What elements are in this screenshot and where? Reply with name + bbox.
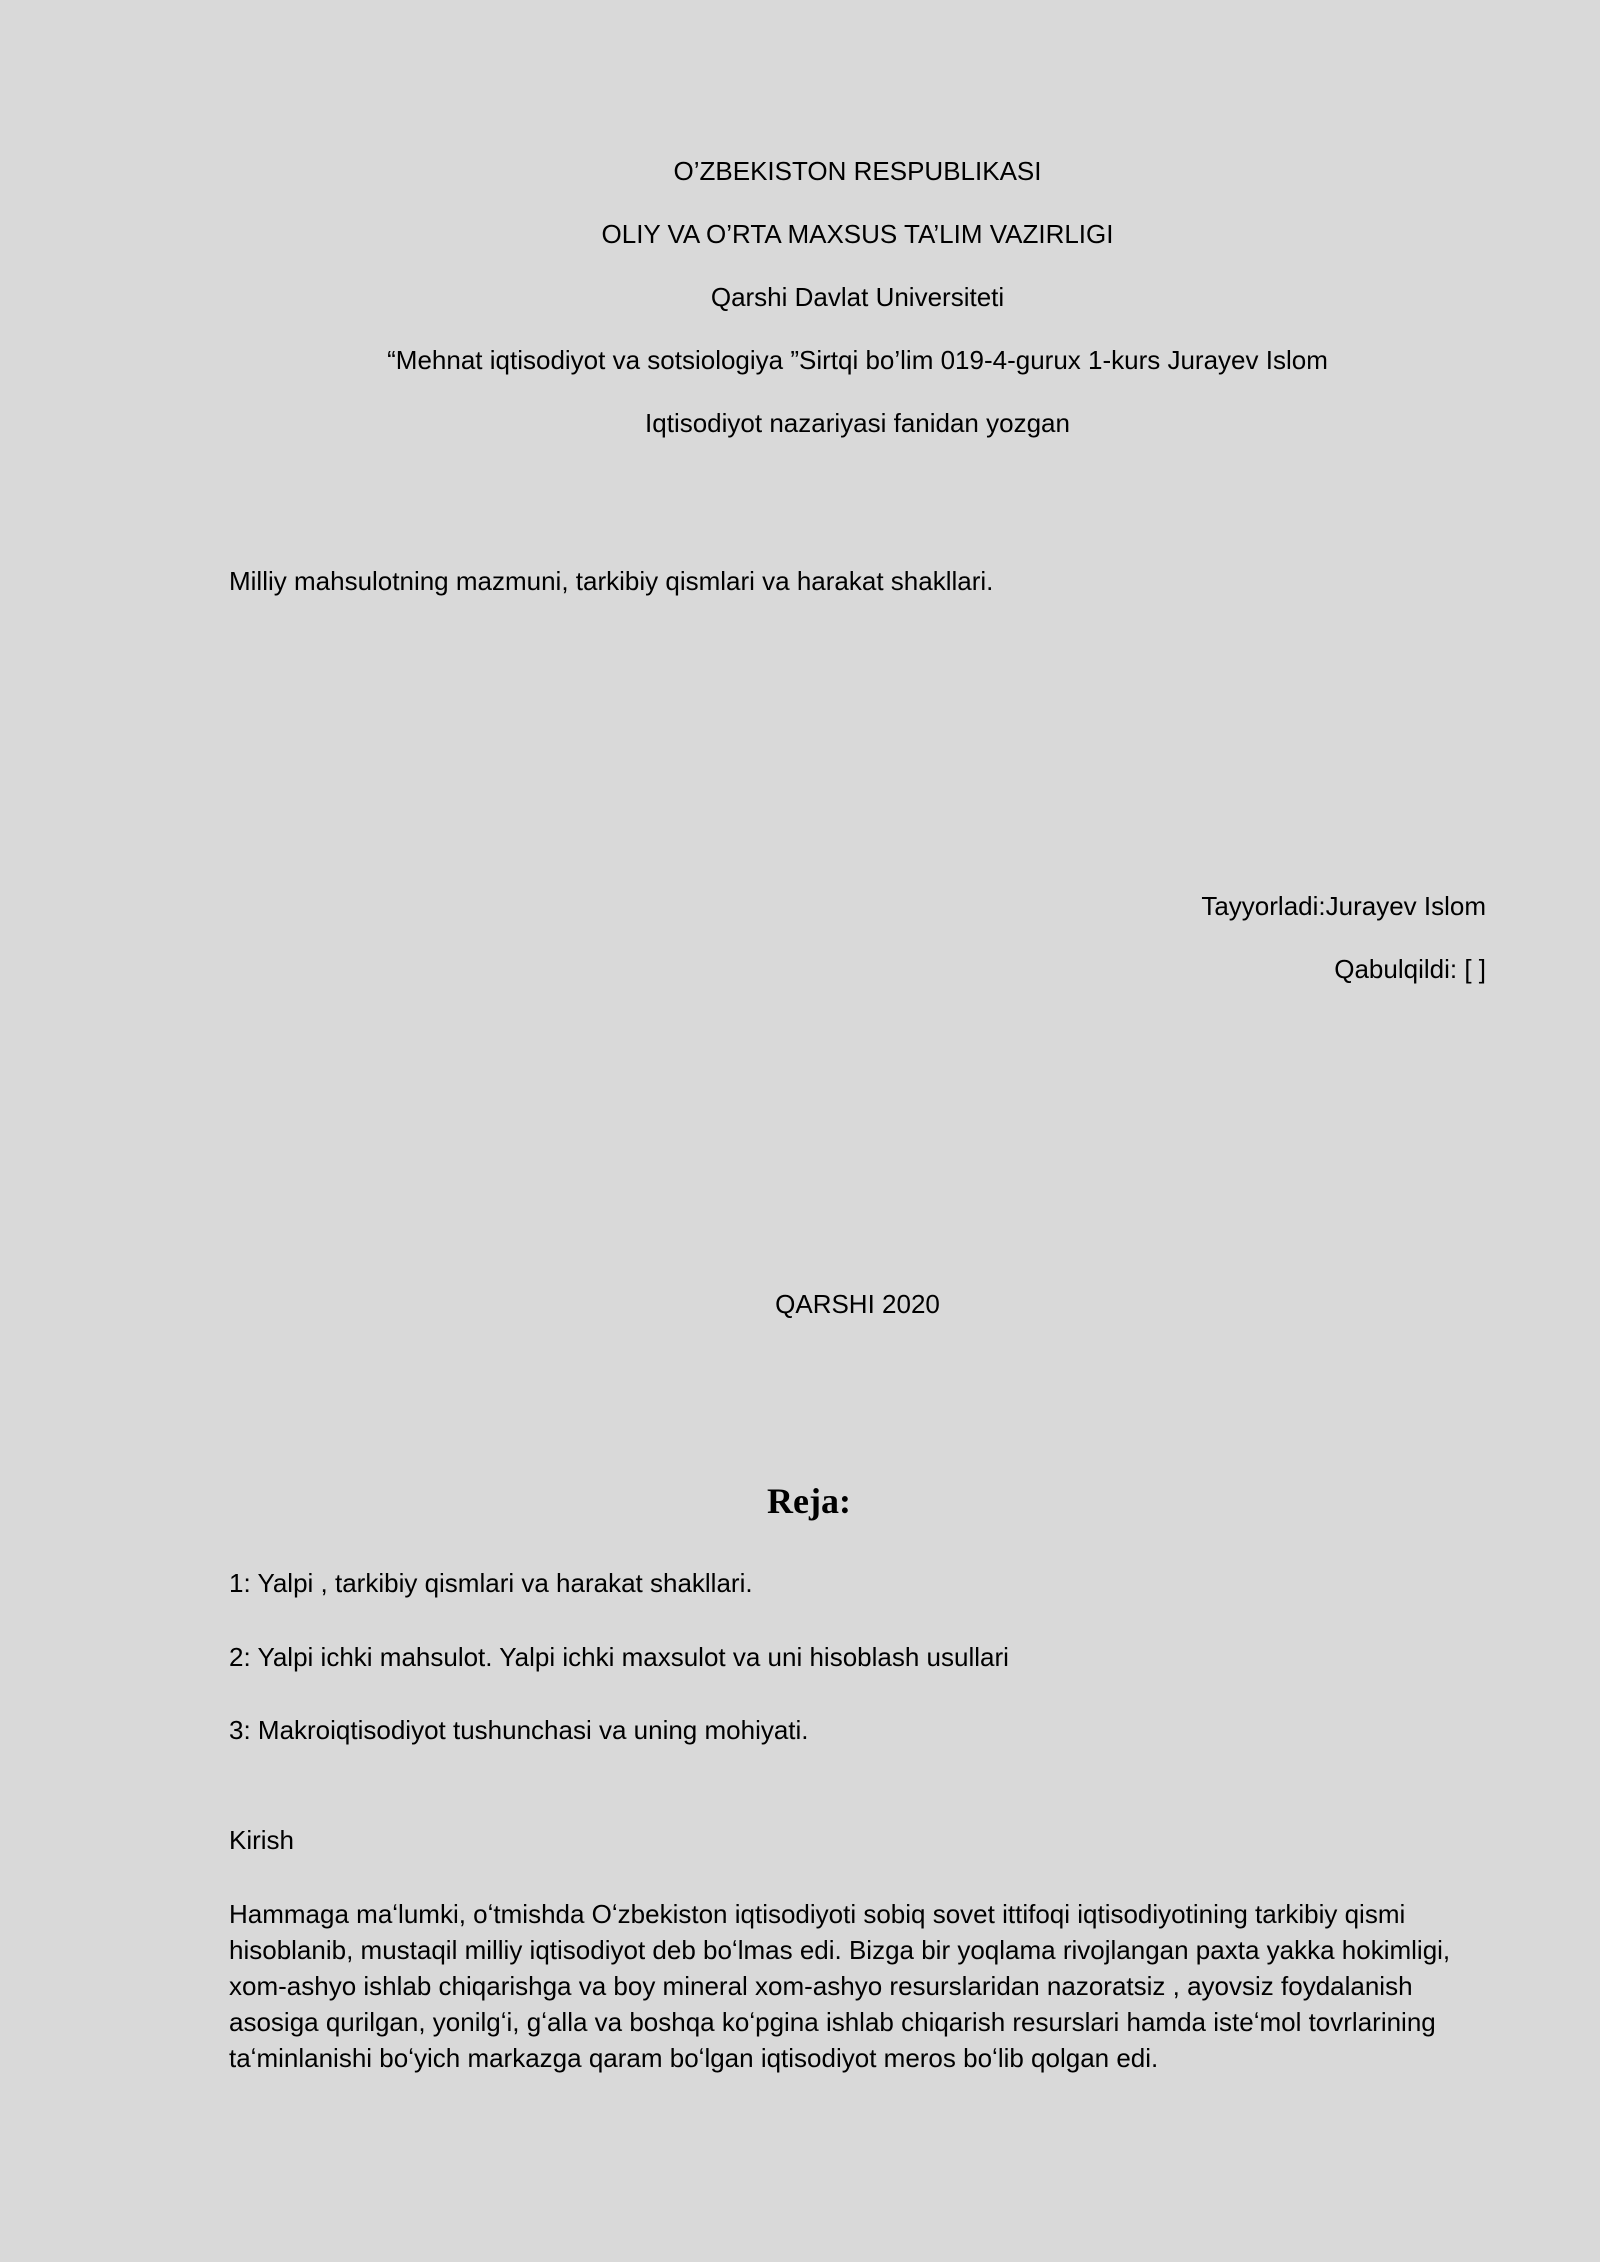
city-year: QARSHI 2020 <box>775 1289 940 1319</box>
plan-heading: Reja: <box>767 1481 851 1521</box>
department-student-line: “Mehnat iqtisodiyot va sotsiologiya ”Sirtqi bo’lim 019-4-gurux 1-kurs Jurayev Islom <box>387 345 1328 375</box>
university-name: Qarshi Davlat Universiteti <box>710 282 1005 312</box>
prepared-by: Tayyorladi:Jurayev Islom <box>1201 891 1486 921</box>
plan-item: 3: Makroiqtisodiyot tushunchasi va uning mohiyati. <box>229 1715 809 1745</box>
intro-heading: Kirish <box>229 1825 295 1855</box>
plan-item: 2: Yalpi ichki mahsulot. Yalpi ichki maxsulot va uni hisoblash usullari <box>229 1642 1009 1672</box>
country-title: O’ZBEKISTON RESPUBLIKASI <box>673 156 1042 186</box>
accepted-by: Qabulqildi: [ ] <box>1334 954 1486 984</box>
topic-title: Milliy mahsulotning mazmuni, tarkibiy qismlari va harakat shakllari. <box>229 566 994 596</box>
plan-item: 1: Yalpi , tarkibiy qismlari va harakat shakllari. <box>229 1568 753 1598</box>
intro-paragraph: Hammaga maʻlumki, oʻtmishda Oʻzbekiston iqtisodiyoti sobiq sovet ittifoqi iqtisodiyotining tarkibiy qismi hisoblanib, mustaqil milliy iqtisodiyot deb boʻlmas edi. Bizga bir yoqlama rivojlangan paxta yakka hokimligi, xom-ashyo ishlab chiqarishga va boy mineral xom-ashyo resurslaridan nazoratsiz , ayovsiz foydalanish asosiga qurilgan, yonilgʻi, gʻalla va boshqa koʻpgina ishlab chiqarish resurslari hamda isteʻmol tovrlarining taʻminlanishi boʻyich markazga qaram boʻlgan iqtisodiyot meros boʻlib qolgan edi. <box>229 1899 1451 2073</box>
subject-line: Iqtisodiyot nazariyasi fanidan yozgan <box>645 408 1070 438</box>
ministry-title: OLIY VA O’RTA MAXSUS TA’LIM VAZIRLIGI <box>601 219 1114 249</box>
